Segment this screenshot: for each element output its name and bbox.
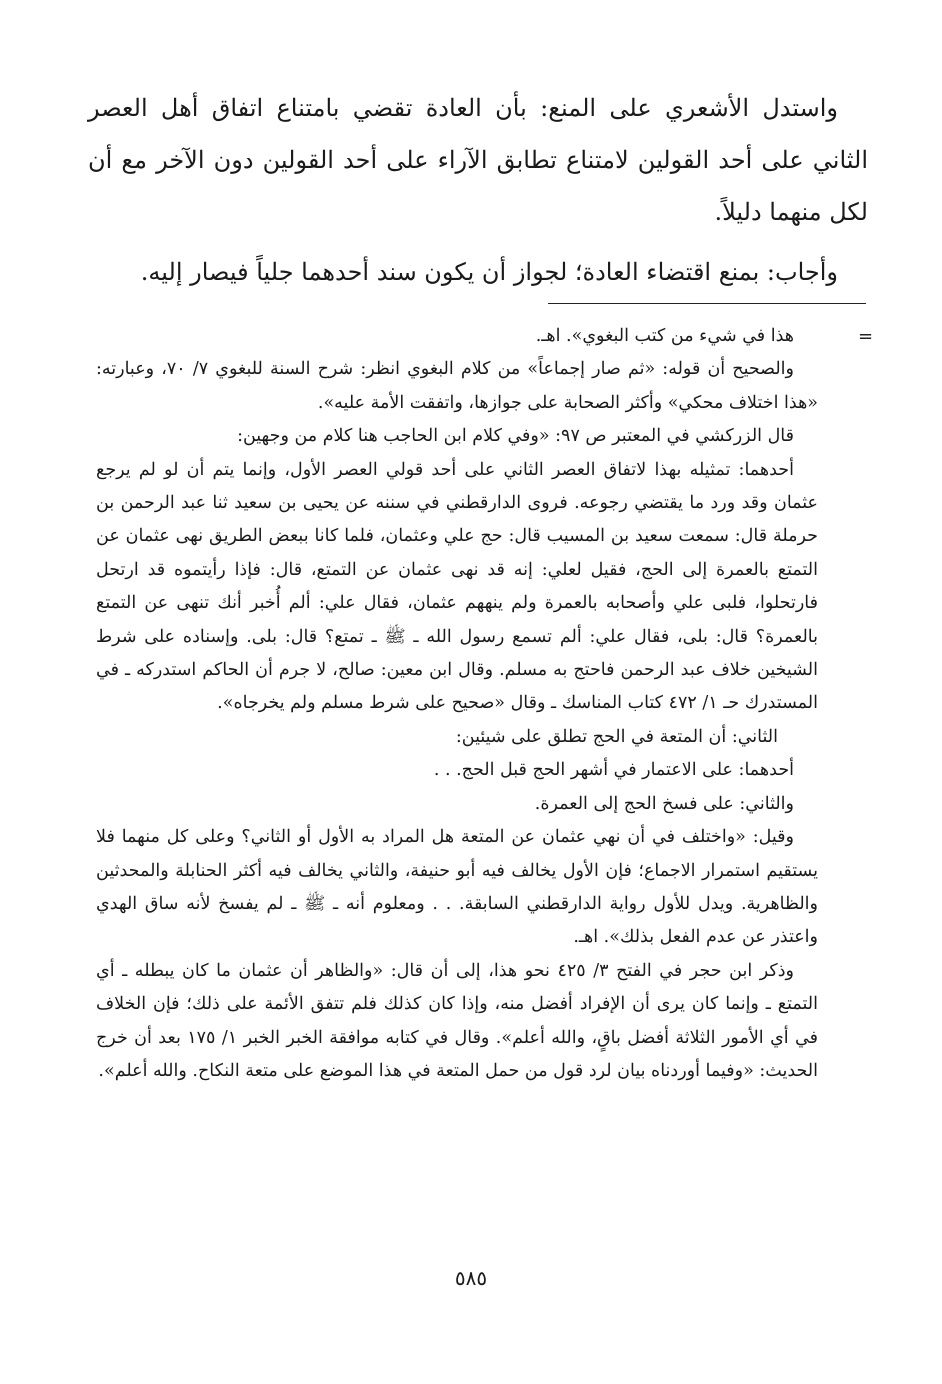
- footnote-paragraph: هذا في شيء من كتب البغوي». اهـ.: [535, 326, 794, 346]
- footnotes-block: [96, 320, 818, 1088]
- footnote-paragraph: الثاني: أن المتعة في الحج تطلق على شيئين:: [455, 726, 778, 747]
- footnote-paragraph: أحدهما: على الاعتمار في أشهر الحج قبل الحج. . .: [433, 760, 794, 781]
- main-paragraph-1: واستدل الأشعري على المنع: بأن العادة تقضي بامتناع اتفاق أهل العصر الثاني على أحد القولين لامتناع تطابق الآراء على أحد القولين دون الآخر مع أن لكل منهما دليلاً.: [88, 94, 868, 226]
- footnote-paragraph: أحدهما: تمثيله بهذا لاتفاق العصر الثاني على أحد قولي العصر الأول، وإنما يتم أن لو لم يرجع عثمان وقد ورد ما يقتضي رجوعه. فروى الدارقطني في سننه عن يحيى بن سعيد ثنا عبد الرحمن بن حرملة قال: سمعت سعيد بن المسيب قال: حج علي وعثمان، فلما كانا ببعض الطريق نهى عثمان عن التمتع بالعمرة إلى الحج، فقيل لعلي: إنه قد نهى عثمان عن التمتع، قال: فإذا رأيتموه قد ارتحل فارتحلوا، فلبى علي وأصحابه بالعمرة ولم ينههم عثمان، فقال علي: ألم أُخبر أنك تنهى عن التمتع بالعمرة؟ قال: بلى، فقال علي: ألم تسمع رسول الله ـ ﷺ ـ تمتع؟ قال: بلى. وإسناده على شرط الشيخين خلاف عبد الرحمن فاحتج به مسلم. وقال ابن معين: صالح، لا جرم أن الحاكم استدركه ـ في المستدرك حـ ١/ ٤٧٢ كتاب المناسك ـ وقال «صحيح على شرط مسلم ولم يخرجاه».: [96, 459, 818, 714]
- main-body-text: [88, 82, 868, 298]
- footnote-paragraph: قال الزركشي في المعتبر ص ٩٧: «وفي كلام ابن الحاجب هنا كلام من وجهين:: [237, 426, 794, 447]
- footnote-paragraph: والثاني: على فسخ الحج إلى العمرة.: [534, 793, 794, 814]
- footnote-separator: [548, 303, 866, 304]
- main-paragraph-2: وأجاب: بمنع اقتضاء العادة؛ لجواز أن يكون سند أحدهما جلياً فيصار إليه.: [140, 258, 838, 286]
- footnote-paragraph: والصحيح أن قوله: «ثم صار إجماعاً» من كلام البغوي انظر: شرح السنة للبغوي ٧/ ٧٠، وعبارته: «هذا اختلاف محكي» وأكثر الصحابة على جوازها، واتفقت الأمة عليه».: [96, 359, 818, 413]
- footnote-continuation-mark: =: [858, 326, 874, 347]
- footnote-paragraph: وذكر ابن حجر في الفتح ٣/ ٤٢٥ نحو هذا، إلى أن قال: «والظاهر أن عثمان ما كان يبطله ـ أي التمتع ـ وإنما كان يرى أن الإفراد أفضل منه، وإذا كان كذلك فلم تتفق الأئمة على ذلك؛ فإن الخلاف في أي الأمور الثلاثة أفضل باقٍ، والله أعلم». وقال في كتابه موافقة الخبر الخبر ١/ ١٧٥ بعد أن خرج الحديث: «وفيما أوردناه بيان لرد قول من حمل المتعة في هذا الموضع على متعة النكاح. والله أعلم».: [96, 960, 818, 1081]
- page-number: ٥٨٥: [454, 1266, 488, 1290]
- footnote-paragraph: وقيل: «واختلف في أن نهي عثمان عن المتعة هل المراد به الأول أو الثاني؟ وعلى كل منهما فلا يستقيم استمرار الاجماع؛ فإن الأول يخالف فيه أبو حنيفة، والثاني يخالف فيه أكثر الحنابلة والمحدثين والظاهرية. ويدل للأول رواية الدارقطني السابقة. . . ومعلوم أنه ـ ﷺ ـ لم يفسخ لأنه ساق الهدي واعتذر عن عدم الفعل بذلك». اهـ.: [96, 827, 818, 948]
